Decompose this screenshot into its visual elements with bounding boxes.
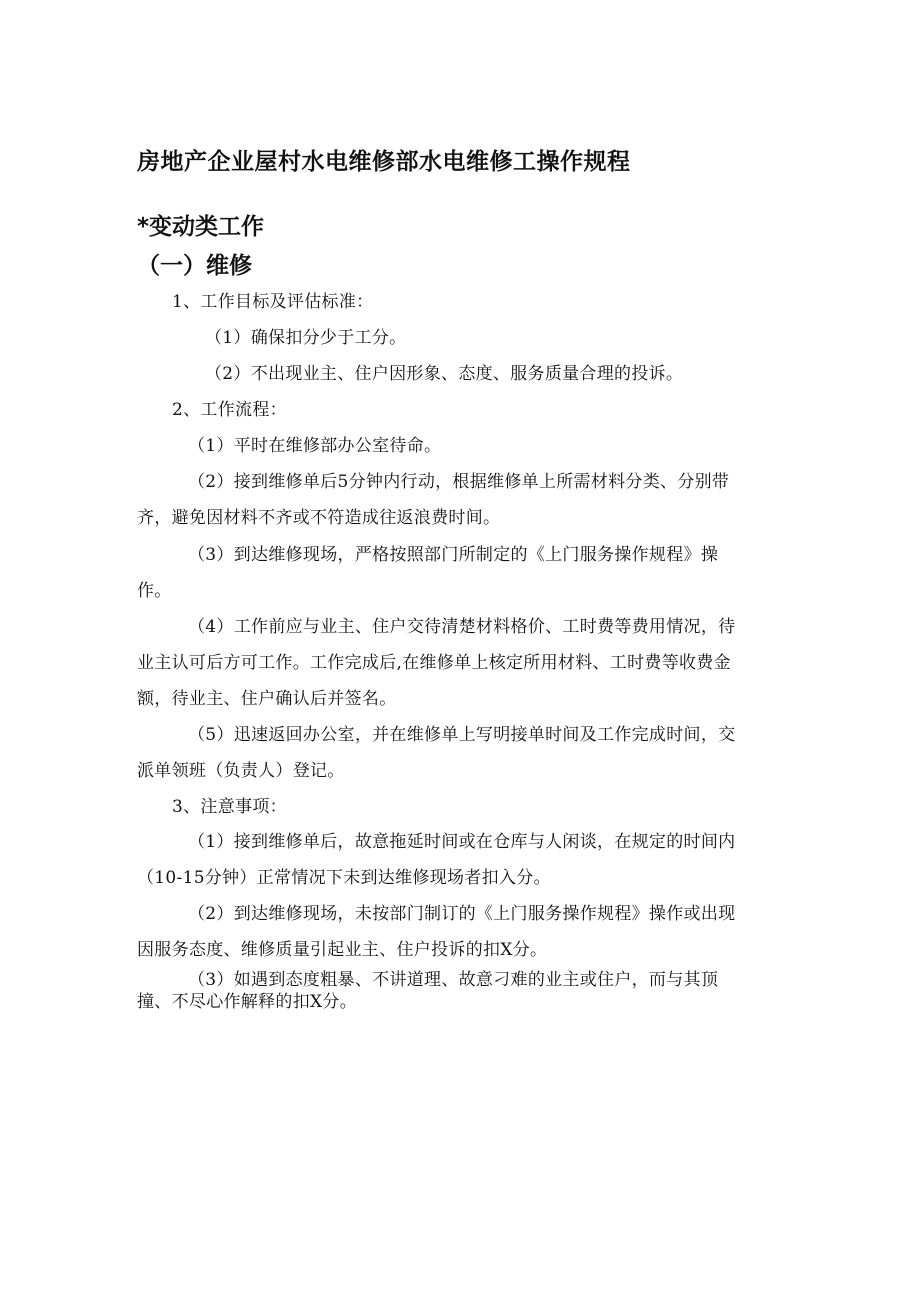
process-item-5-line-1: （5）迅速返回办公室，并在维修单上写明接单时间及工作完成时间，交 <box>188 725 736 745</box>
process-item-5-line-2: 派单领班（负责人）登记。 <box>137 761 345 781</box>
process-item-4-line-3: 额，待业主、住户确认后并签名。 <box>137 689 397 709</box>
process-item-2-line-2: 齐，避免因材料不齐或不符造成往返浪费时间。 <box>137 508 501 528</box>
goal-item-1: （1）确保扣分少于工分。 <box>205 328 407 348</box>
notes-item-3-line-1: （3）如遇到态度粗暴、不讲道理、故意刁难的业主或住户，而与其顶 <box>188 970 719 990</box>
process-heading: 2、工作流程： <box>172 400 287 420</box>
section-heading: *变动类工作 <box>137 214 265 240</box>
notes-item-2-line-1: （2）到达维修现场，未按部门制订的《上门服务操作规程》操作或出现 <box>188 904 736 924</box>
document-title: 房地产企业屋村水电维修部水电维修工操作规程 <box>137 149 631 175</box>
notes-item-3-line-2: 撞、不尽心作解释的扣X分。 <box>137 992 358 1012</box>
goal-item-2: （2）不出现业主、住户因形象、态度、服务质量合理的投诉。 <box>205 364 684 384</box>
notes-heading: 3、注意事项： <box>172 797 287 817</box>
notes-item-1-line-1: （1）接到维修单后，故意拖延时间或在仓库与人闲谈，在规定的时间内 <box>188 832 736 852</box>
process-item-3-line-1: （3）到达维修现场，严格按照部门所制定的《上门服务操作规程》操 <box>188 545 719 565</box>
notes-item-2-line-2: 因服务态度、维修质量引起业主、住户投诉的扣X分。 <box>137 940 548 960</box>
process-item-4-line-2: 业主认可后方可工作。工作完成后,在维修单上核定所用材料、工时费等收费金 <box>137 653 731 673</box>
notes-item-1-line-2: （10-15分钟）正常情况下未到达维修现场者扣入分。 <box>137 868 551 888</box>
subsection-heading: （一）维修 <box>137 253 252 279</box>
goal-heading: 1、工作目标及评估标准： <box>172 292 374 312</box>
process-item-2-line-1: （2）接到维修单后5分钟内行动，根据维修单上所需材料分类、分别带 <box>188 472 730 492</box>
process-item-3-line-2: 作。 <box>137 581 172 601</box>
process-item-1: （1）平时在维修部办公室待命。 <box>188 436 442 456</box>
process-item-4-line-1: （4）工作前应与业主、住户交待清楚材料格价、工时费等费用情况，待 <box>188 617 736 637</box>
